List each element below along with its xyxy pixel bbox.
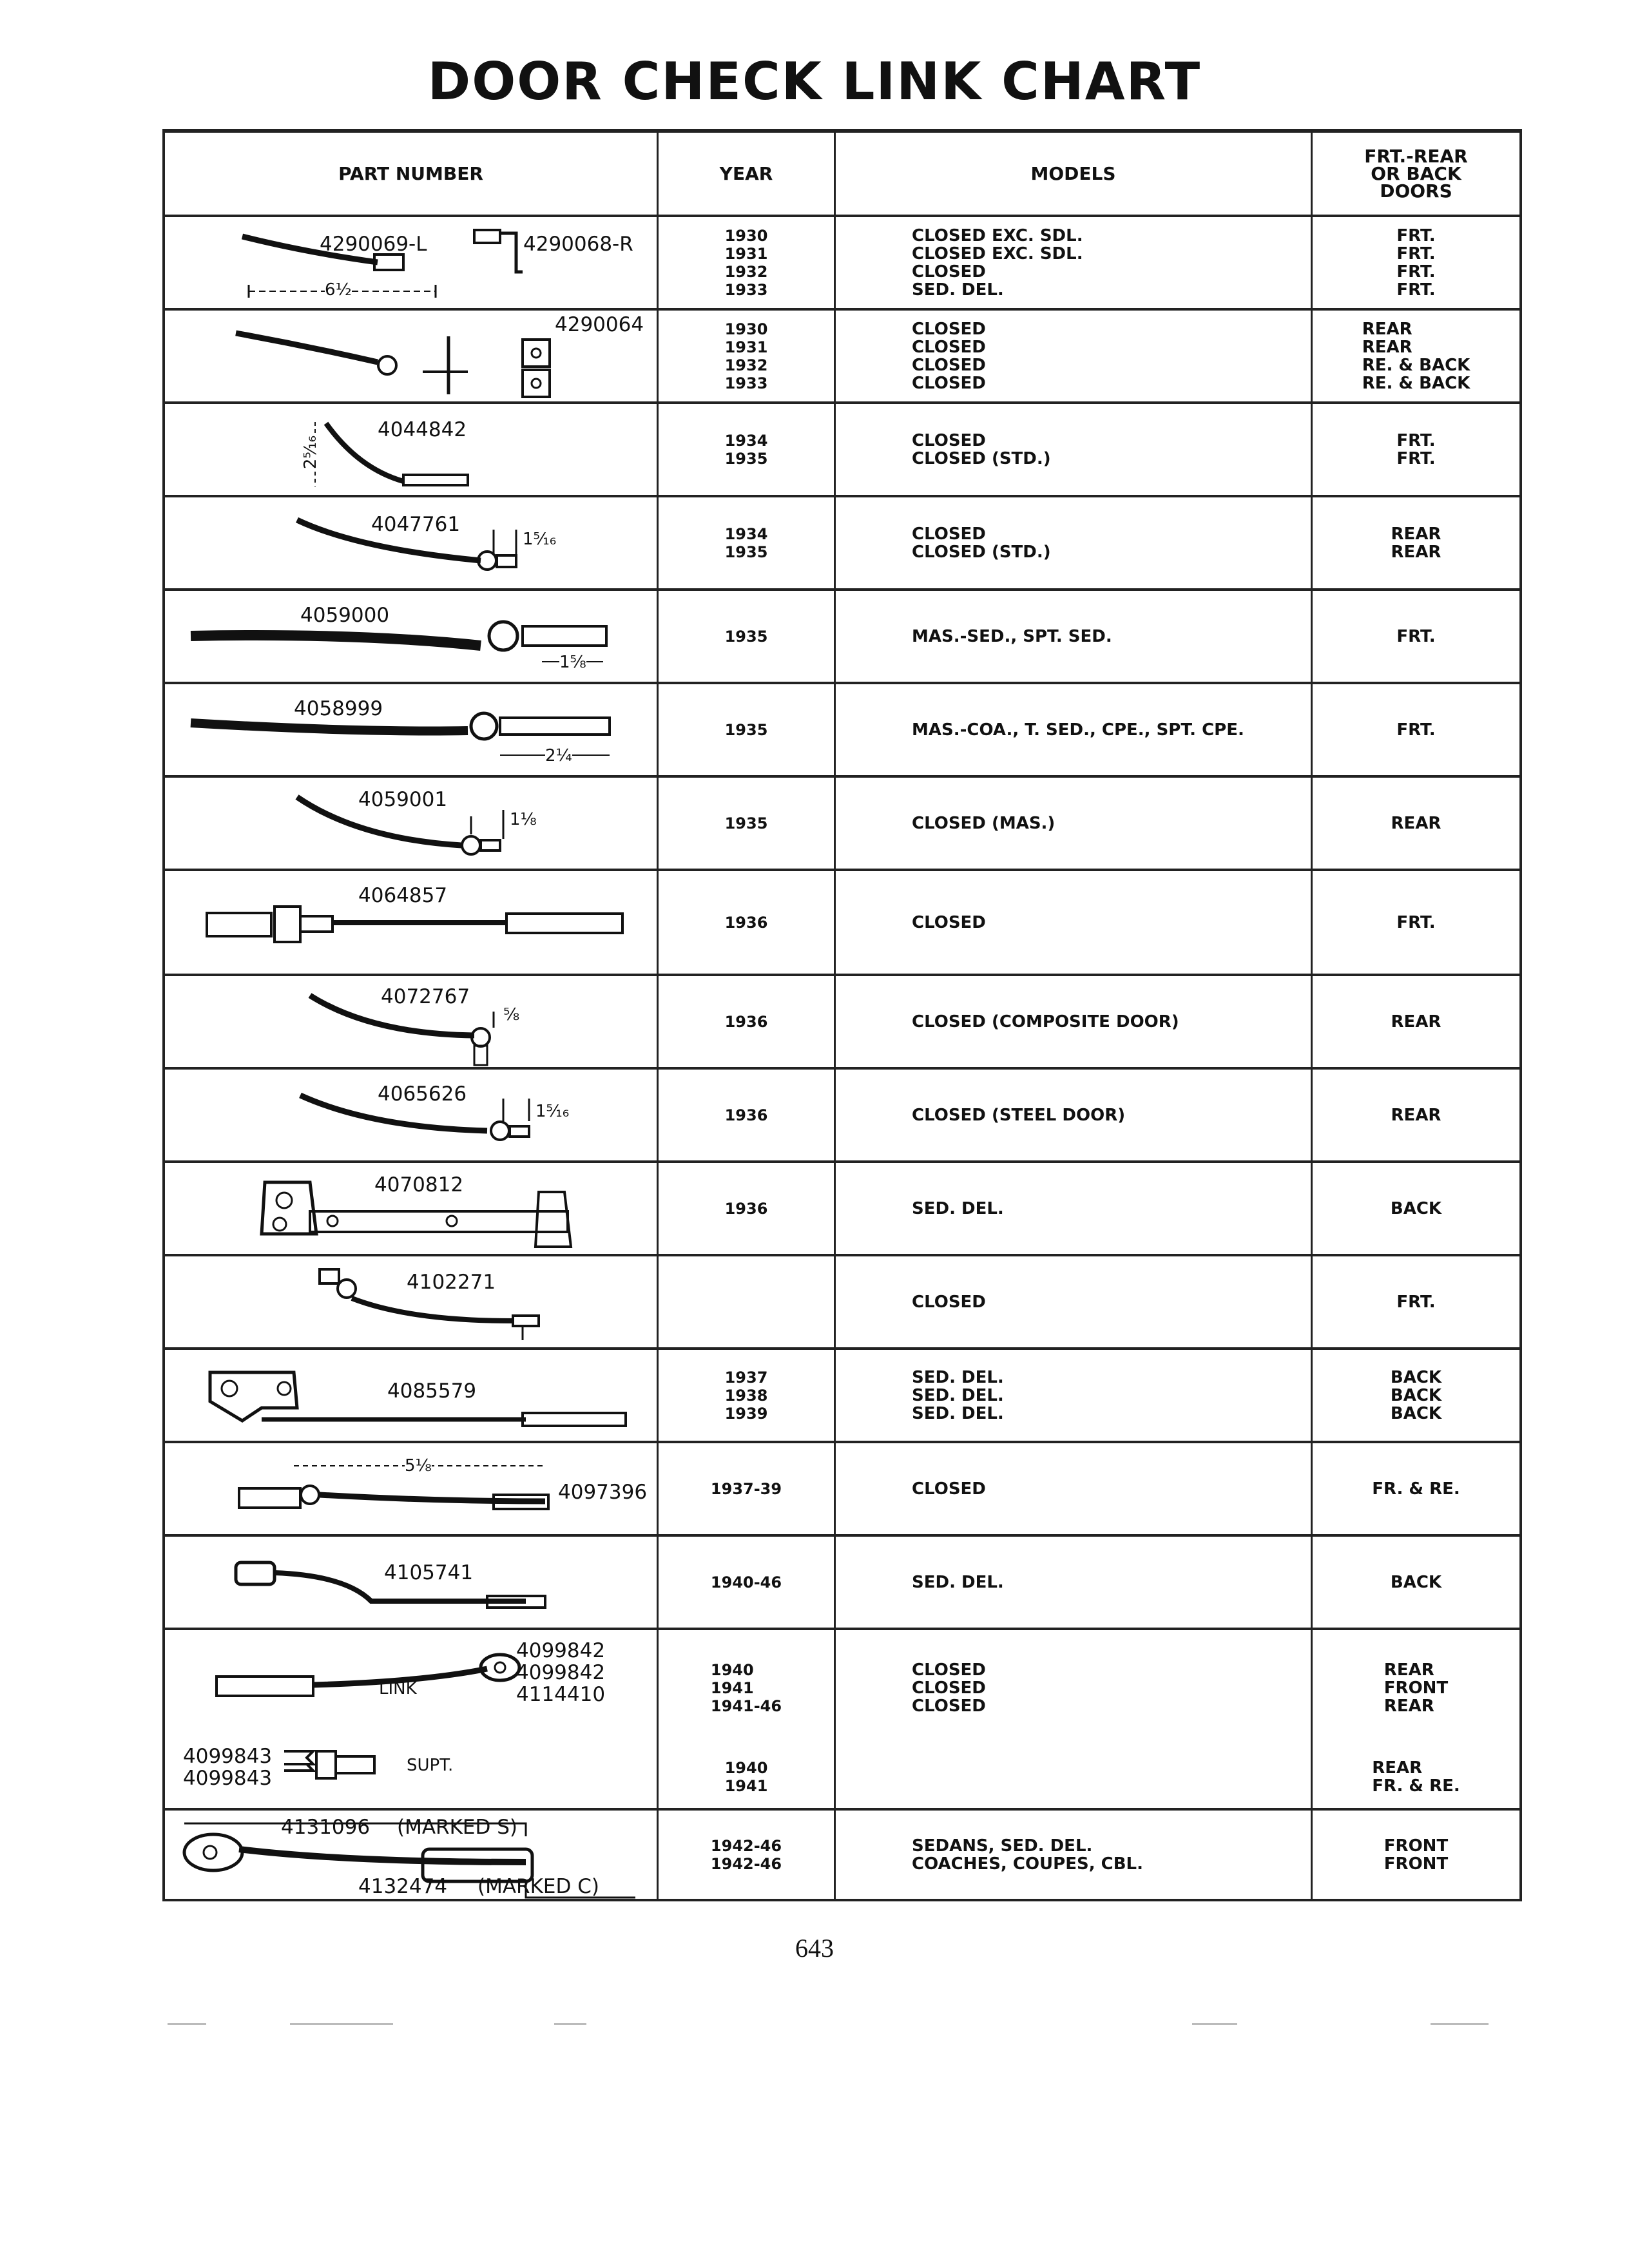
header-models: MODELS	[836, 133, 1313, 215]
door-values: REAR	[1391, 1012, 1441, 1032]
table-row	[162, 1347, 1522, 1441]
dimension-label: 2¼	[545, 746, 572, 765]
door-values: REAR	[1391, 1105, 1441, 1125]
year-values: 1936	[724, 913, 768, 932]
year-values: 1930 1931 1932 1933	[724, 320, 768, 392]
model-values: CLOSED CLOSED CLOSED	[912, 1660, 986, 1716]
part-cell	[165, 1256, 659, 1347]
page-title: DOOR CHECK LINK CHART	[427, 52, 1202, 111]
table-row	[162, 215, 1522, 308]
part-cell	[165, 778, 659, 869]
table-row	[162, 401, 1522, 495]
part-number: 4047761	[371, 513, 461, 536]
year-values: 1936	[724, 1106, 768, 1124]
part-cell	[165, 1537, 659, 1628]
door-values: FRT.	[1396, 720, 1436, 740]
dimension-label: 6½	[325, 280, 352, 300]
part-cell	[165, 217, 659, 308]
door-values: REAR REAR	[1391, 524, 1441, 562]
header-part-number: PART NUMBER	[165, 133, 659, 215]
support-label: SUPT.	[407, 1756, 454, 1775]
model-values: CLOSED (STEEL DOOR)	[912, 1105, 1126, 1125]
part-number: 4072767	[381, 985, 470, 1008]
table-row	[162, 682, 1522, 775]
door-values: BACK	[1390, 1572, 1442, 1592]
part-cell	[165, 1630, 659, 1808]
part-marking: (MARKED C)	[477, 1875, 599, 1898]
part-number: 4290064	[555, 313, 644, 336]
table-row	[162, 1160, 1522, 1254]
year-values: 1936	[724, 1012, 768, 1031]
year-values: 1930 1931 1932 1933	[724, 226, 768, 299]
part-cell	[165, 404, 659, 495]
model-values: CLOSED (COMPOSITE DOOR)	[912, 1012, 1179, 1032]
table-row	[162, 1534, 1522, 1628]
part-number: 4114410	[516, 1683, 606, 1706]
model-values: CLOSED	[912, 1479, 986, 1499]
part-cell	[165, 591, 659, 682]
part-cell	[165, 684, 659, 775]
part-number: 4070812	[374, 1173, 464, 1196]
table-header-row	[162, 129, 1522, 215]
dimension-label: 5⅛	[405, 1456, 432, 1475]
door-values: FR. & RE.	[1372, 1479, 1460, 1499]
part-marking: (MARKED S)	[397, 1816, 517, 1839]
scan-artifact	[290, 2023, 393, 2025]
door-check-link-table	[162, 129, 1522, 1901]
part-number: 4097396	[558, 1481, 648, 1504]
page-number: 643	[795, 1934, 834, 1963]
part-cell	[165, 1443, 659, 1534]
dimension-label: ⅝	[503, 1005, 520, 1024]
table-row	[162, 308, 1522, 401]
door-values: FRT. FRT. FRT. FRT.	[1396, 226, 1436, 300]
door-values: FRT. FRT.	[1396, 430, 1436, 468]
scan-artifact	[168, 2023, 206, 2025]
year-values: 1935	[724, 720, 768, 739]
table-row	[162, 1067, 1522, 1160]
part-number: 4044842	[378, 418, 467, 441]
part-cell	[165, 1163, 659, 1254]
link-label: LINK	[379, 1679, 417, 1698]
dimension-label: 1⁵⁄₁₆	[523, 530, 557, 549]
part-number: 4064857	[358, 884, 448, 907]
dimension-label: 1⅝	[559, 653, 586, 672]
part-cell	[165, 1811, 659, 1899]
model-values: SED. DEL.	[912, 1198, 1004, 1218]
part-number: 4099842	[516, 1661, 606, 1684]
part-cell	[165, 1350, 659, 1441]
part-number: 4099842	[516, 1639, 606, 1662]
part-number: 4059000	[300, 604, 390, 627]
door-values: REAR REAR RE. & BACK RE. & BACK	[1362, 319, 1470, 393]
table-row	[162, 1628, 1522, 1808]
table-row	[162, 588, 1522, 682]
model-values: CLOSED (MAS.)	[912, 813, 1055, 833]
model-values: MAS.-SED., SPT. SED.	[912, 626, 1112, 646]
part-number: 4290068-R	[523, 233, 633, 256]
year-values: 1935	[724, 627, 768, 646]
part-number: 4065626	[378, 1082, 467, 1106]
door-values: FRT.	[1396, 1292, 1436, 1312]
table-row	[162, 775, 1522, 869]
part-cell	[165, 871, 659, 974]
part-cell	[165, 976, 659, 1067]
part-number: 4132474	[358, 1875, 448, 1898]
year-values: 1937-39	[710, 1479, 782, 1498]
part-number: 4099843	[183, 1767, 273, 1790]
door-check-link-drawing	[165, 497, 659, 591]
year-values-support: 1940 1941	[724, 1759, 768, 1795]
table-row	[162, 495, 1522, 588]
model-values: MAS.-COA., T. SED., CPE., SPT. CPE.	[912, 720, 1244, 740]
door-values: FRT.	[1396, 912, 1436, 932]
year-values: 1940-46	[710, 1573, 782, 1591]
year-values: 1934 1935	[724, 524, 768, 561]
part-number: 4058999	[294, 697, 383, 720]
part-number: 4059001	[358, 788, 448, 811]
year-values: 1934 1935	[724, 431, 768, 468]
year-values: 1942-46 1942-46	[710, 1836, 782, 1873]
year-values	[659, 1256, 834, 1347]
year-values: 1937 1938 1939	[724, 1368, 768, 1423]
year-values: 1935	[724, 814, 768, 832]
scan-artifact	[1431, 2023, 1489, 2025]
model-values: CLOSED	[912, 1292, 986, 1312]
part-cell	[165, 1070, 659, 1160]
model-values: CLOSED EXC. SDL. CLOSED EXC. SDL. CLOSED SED. DEL.	[912, 226, 1083, 300]
scan-artifact	[554, 2023, 586, 2025]
door-values: FRT.	[1396, 626, 1436, 646]
table-row	[162, 1808, 1522, 1901]
part-number: 4102271	[407, 1271, 496, 1294]
part-number: 4099843	[183, 1745, 273, 1768]
model-values: SED. DEL. SED. DEL. SED. DEL.	[912, 1367, 1004, 1423]
door-values: FRONT FRONT	[1383, 1836, 1449, 1874]
part-cell	[165, 311, 659, 401]
part-number: 4131096	[281, 1816, 371, 1839]
table-row	[162, 1441, 1522, 1534]
model-values: SEDANS, SED. DEL. COACHES, COUPES, CBL.	[912, 1836, 1143, 1874]
model-values: SED. DEL.	[912, 1572, 1004, 1592]
year-values: 1936	[724, 1199, 768, 1218]
dimension-label: 2⁵⁄₁₆	[301, 435, 321, 470]
table-row	[162, 869, 1522, 974]
dimension-label: 1⅛	[510, 810, 537, 829]
year-values: 1940 1941 1941-46	[710, 1661, 782, 1715]
part-cell	[165, 497, 659, 588]
part-number: 4105741	[384, 1561, 474, 1584]
door-check-link-drawing	[165, 217, 659, 311]
header-year: YEAR	[659, 133, 836, 215]
table-row	[162, 1254, 1522, 1347]
door-values: BACK	[1390, 1198, 1442, 1218]
model-values: CLOSED CLOSED CLOSED CLOSED	[912, 319, 986, 393]
scan-artifact	[1192, 2023, 1237, 2025]
door-values: BACK BACK BACK	[1390, 1367, 1442, 1423]
door-values-support: REAR FR. & RE.	[1372, 1758, 1460, 1796]
model-values: CLOSED CLOSED (STD.)	[912, 524, 1051, 562]
part-number: 4290069-L	[320, 233, 427, 256]
door-values: REAR	[1391, 813, 1441, 833]
part-number: 4085579	[387, 1379, 477, 1403]
model-values: CLOSED CLOSED (STD.)	[912, 430, 1051, 468]
model-values: CLOSED	[912, 912, 986, 932]
dimension-label: 1⁵⁄₁₆	[535, 1102, 570, 1121]
door-check-link-drawing	[165, 684, 659, 778]
header-doors: FRT.-REAR OR BACK DOORS	[1364, 146, 1468, 202]
table-row	[162, 974, 1522, 1067]
door-values: REAR FRONT REAR	[1383, 1660, 1449, 1716]
